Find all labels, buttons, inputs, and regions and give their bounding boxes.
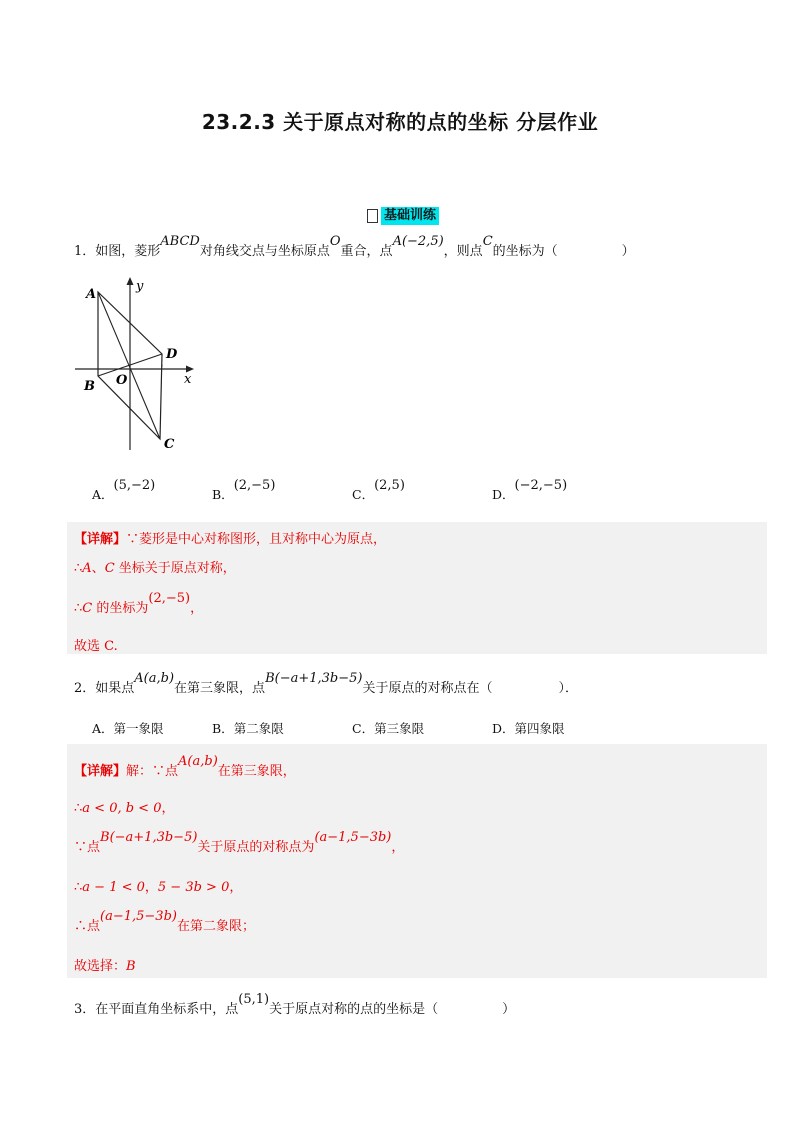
option-value: 第三象限 xyxy=(374,721,425,736)
option-letter: B． xyxy=(212,487,234,502)
q2-answer-line-3 xyxy=(74,830,405,855)
q1-origin: O xyxy=(329,234,341,249)
q2-text-3: 关于原点的对称点在（ xyxy=(362,681,493,696)
answer-coordinate: (2,−5) xyxy=(148,591,191,606)
q2-point-b: B(−a+1,3b−5) xyxy=(265,671,363,686)
therefore-symbol: ∴ xyxy=(74,880,83,895)
q1-option-d[interactable] xyxy=(492,478,568,503)
math-c: C xyxy=(82,601,93,616)
option-value: 第四象限 xyxy=(514,721,565,736)
q2-option-b[interactable] xyxy=(212,719,284,737)
q2-point-a: A(a,b) xyxy=(134,671,175,686)
question-1-text xyxy=(74,234,635,259)
option-value: (5,−2) xyxy=(113,478,156,493)
q1-text-2: 对角线交点与坐标原点 xyxy=(199,244,330,259)
section-label: 基础训练 xyxy=(381,207,439,225)
q1-point-a: A(−2,5) xyxy=(392,234,444,249)
q3-text-2: 关于原点对称的点的坐标是（ xyxy=(269,1002,439,1017)
q1-number: 1． xyxy=(74,244,96,259)
option-letter: A． xyxy=(92,721,114,736)
option-value: (−2,−5) xyxy=(514,478,568,493)
q2-option-a[interactable] xyxy=(92,719,164,737)
q1-answer-line-4: 故选 C. xyxy=(74,639,118,654)
q1-option-b[interactable] xyxy=(212,478,276,503)
q1-text-1: 如图，菱形 xyxy=(95,244,161,259)
math-point-b: B(−a+1,3b−5) xyxy=(100,830,198,845)
q2-answer-box xyxy=(67,744,767,978)
q1-answer-line-1 xyxy=(74,528,386,547)
answer-text: ∵点 xyxy=(74,840,101,855)
q1-point-c: C xyxy=(482,234,493,249)
option-letter: D． xyxy=(492,721,515,736)
q2-answer-line-5 xyxy=(74,909,255,934)
option-letter: A． xyxy=(92,487,114,502)
answer-text: ， xyxy=(229,880,243,895)
q1-option-a[interactable] xyxy=(92,478,156,503)
question-2-text xyxy=(74,671,578,696)
q1-rhombus: ABCD xyxy=(160,234,200,249)
option-letter: D． xyxy=(492,487,515,502)
label-d: D xyxy=(166,347,178,362)
q2-answer-line-4 xyxy=(74,876,242,895)
q3-point: (5,1) xyxy=(238,992,270,1007)
page-title: 23.2.3 关于原点对称的点的坐标 分层作业 xyxy=(201,110,599,134)
answer-text: 、 xyxy=(91,561,105,576)
q2-option-d[interactable] xyxy=(492,719,565,737)
checkbox-icon xyxy=(367,209,378,223)
q2-answer-line-2 xyxy=(74,797,175,816)
answer-text: ， xyxy=(190,601,204,616)
q2-option-c[interactable] xyxy=(352,719,424,737)
q2-answer-line-6 xyxy=(74,955,136,974)
math-inequality-2: 5 − 3b > 0 xyxy=(157,880,230,895)
label-x: x xyxy=(184,372,192,387)
option-value: 第一象限 xyxy=(113,721,164,736)
q2-text-1: 如果点 xyxy=(95,681,135,696)
question-3-text xyxy=(74,992,516,1017)
q3-number: 3． xyxy=(74,1002,96,1017)
answer-text: ∵菱形是中心对称图形，且对称中心为原点， xyxy=(126,532,387,547)
answer-text: 解：∵点 xyxy=(126,764,179,779)
answer-text: ∴点 xyxy=(74,919,101,934)
answer-text: 在第二象限； xyxy=(176,919,255,934)
option-value: 第二象限 xyxy=(233,721,284,736)
option-letter: B． xyxy=(212,721,234,736)
q3-text-3: ） xyxy=(502,1002,516,1017)
option-letter: C． xyxy=(352,487,375,502)
label-o: O xyxy=(116,373,128,388)
detail-tag: 【详解】 xyxy=(74,532,127,547)
label-b: B xyxy=(84,379,95,394)
math-answer-b: B xyxy=(126,959,136,974)
q2-number: 2． xyxy=(74,681,96,696)
answer-text: ， xyxy=(391,840,405,855)
math-a: A xyxy=(82,561,92,576)
q1-text-3: 重合，点 xyxy=(340,244,393,259)
y-axis-arrow xyxy=(127,277,134,285)
label-c: C xyxy=(164,437,175,452)
section-tag xyxy=(367,207,439,225)
q1-option-c[interactable] xyxy=(352,478,405,503)
answer-text: 坐标关于原点对称， xyxy=(114,561,236,576)
math-point: (a−1,5−3b) xyxy=(100,909,177,924)
answer-text: 故选择： xyxy=(74,959,127,974)
q1-answer-line-2 xyxy=(74,557,236,576)
option-value: (2,5) xyxy=(374,478,405,493)
therefore-symbol: ∴ xyxy=(74,561,83,576)
therefore-symbol: ∴ xyxy=(74,601,83,616)
math-point-a: A(a,b) xyxy=(178,754,218,769)
q2-answer-line-1 xyxy=(74,754,296,779)
therefore-symbol: ∴ xyxy=(74,801,83,816)
answer-text: 关于原点的对称点为 xyxy=(197,840,315,855)
label-y: y xyxy=(136,279,144,294)
detail-tag: 【详解】 xyxy=(74,764,127,779)
math-inequality-1: a − 1 < 0 xyxy=(82,880,145,895)
math-symmetric-point: (a−1,5−3b) xyxy=(314,830,392,845)
answer-text: ， xyxy=(161,801,175,816)
math-inequality: a < 0, b < 0 xyxy=(82,801,162,816)
q2-text-4: ）． xyxy=(558,681,578,696)
answer-text: ， xyxy=(144,880,158,895)
option-value: (2,−5) xyxy=(233,478,276,493)
q1-answer-line-3 xyxy=(74,591,204,616)
rhombus-figure xyxy=(70,272,210,457)
q1-text-6: ） xyxy=(621,244,635,259)
q2-text-2: 在第三象限，点 xyxy=(174,681,266,696)
label-a: A xyxy=(86,287,97,302)
math-c: C xyxy=(104,561,115,576)
q1-text-4: ，则点 xyxy=(443,244,483,259)
option-letter: C． xyxy=(352,721,375,736)
answer-text: 的坐标为 xyxy=(92,601,149,616)
q3-text-1: 在平面直角坐标系中，点 xyxy=(95,1002,239,1017)
answer-text: 在第三象限， xyxy=(217,764,296,779)
q1-text-5: 的坐标为（ xyxy=(492,244,558,259)
